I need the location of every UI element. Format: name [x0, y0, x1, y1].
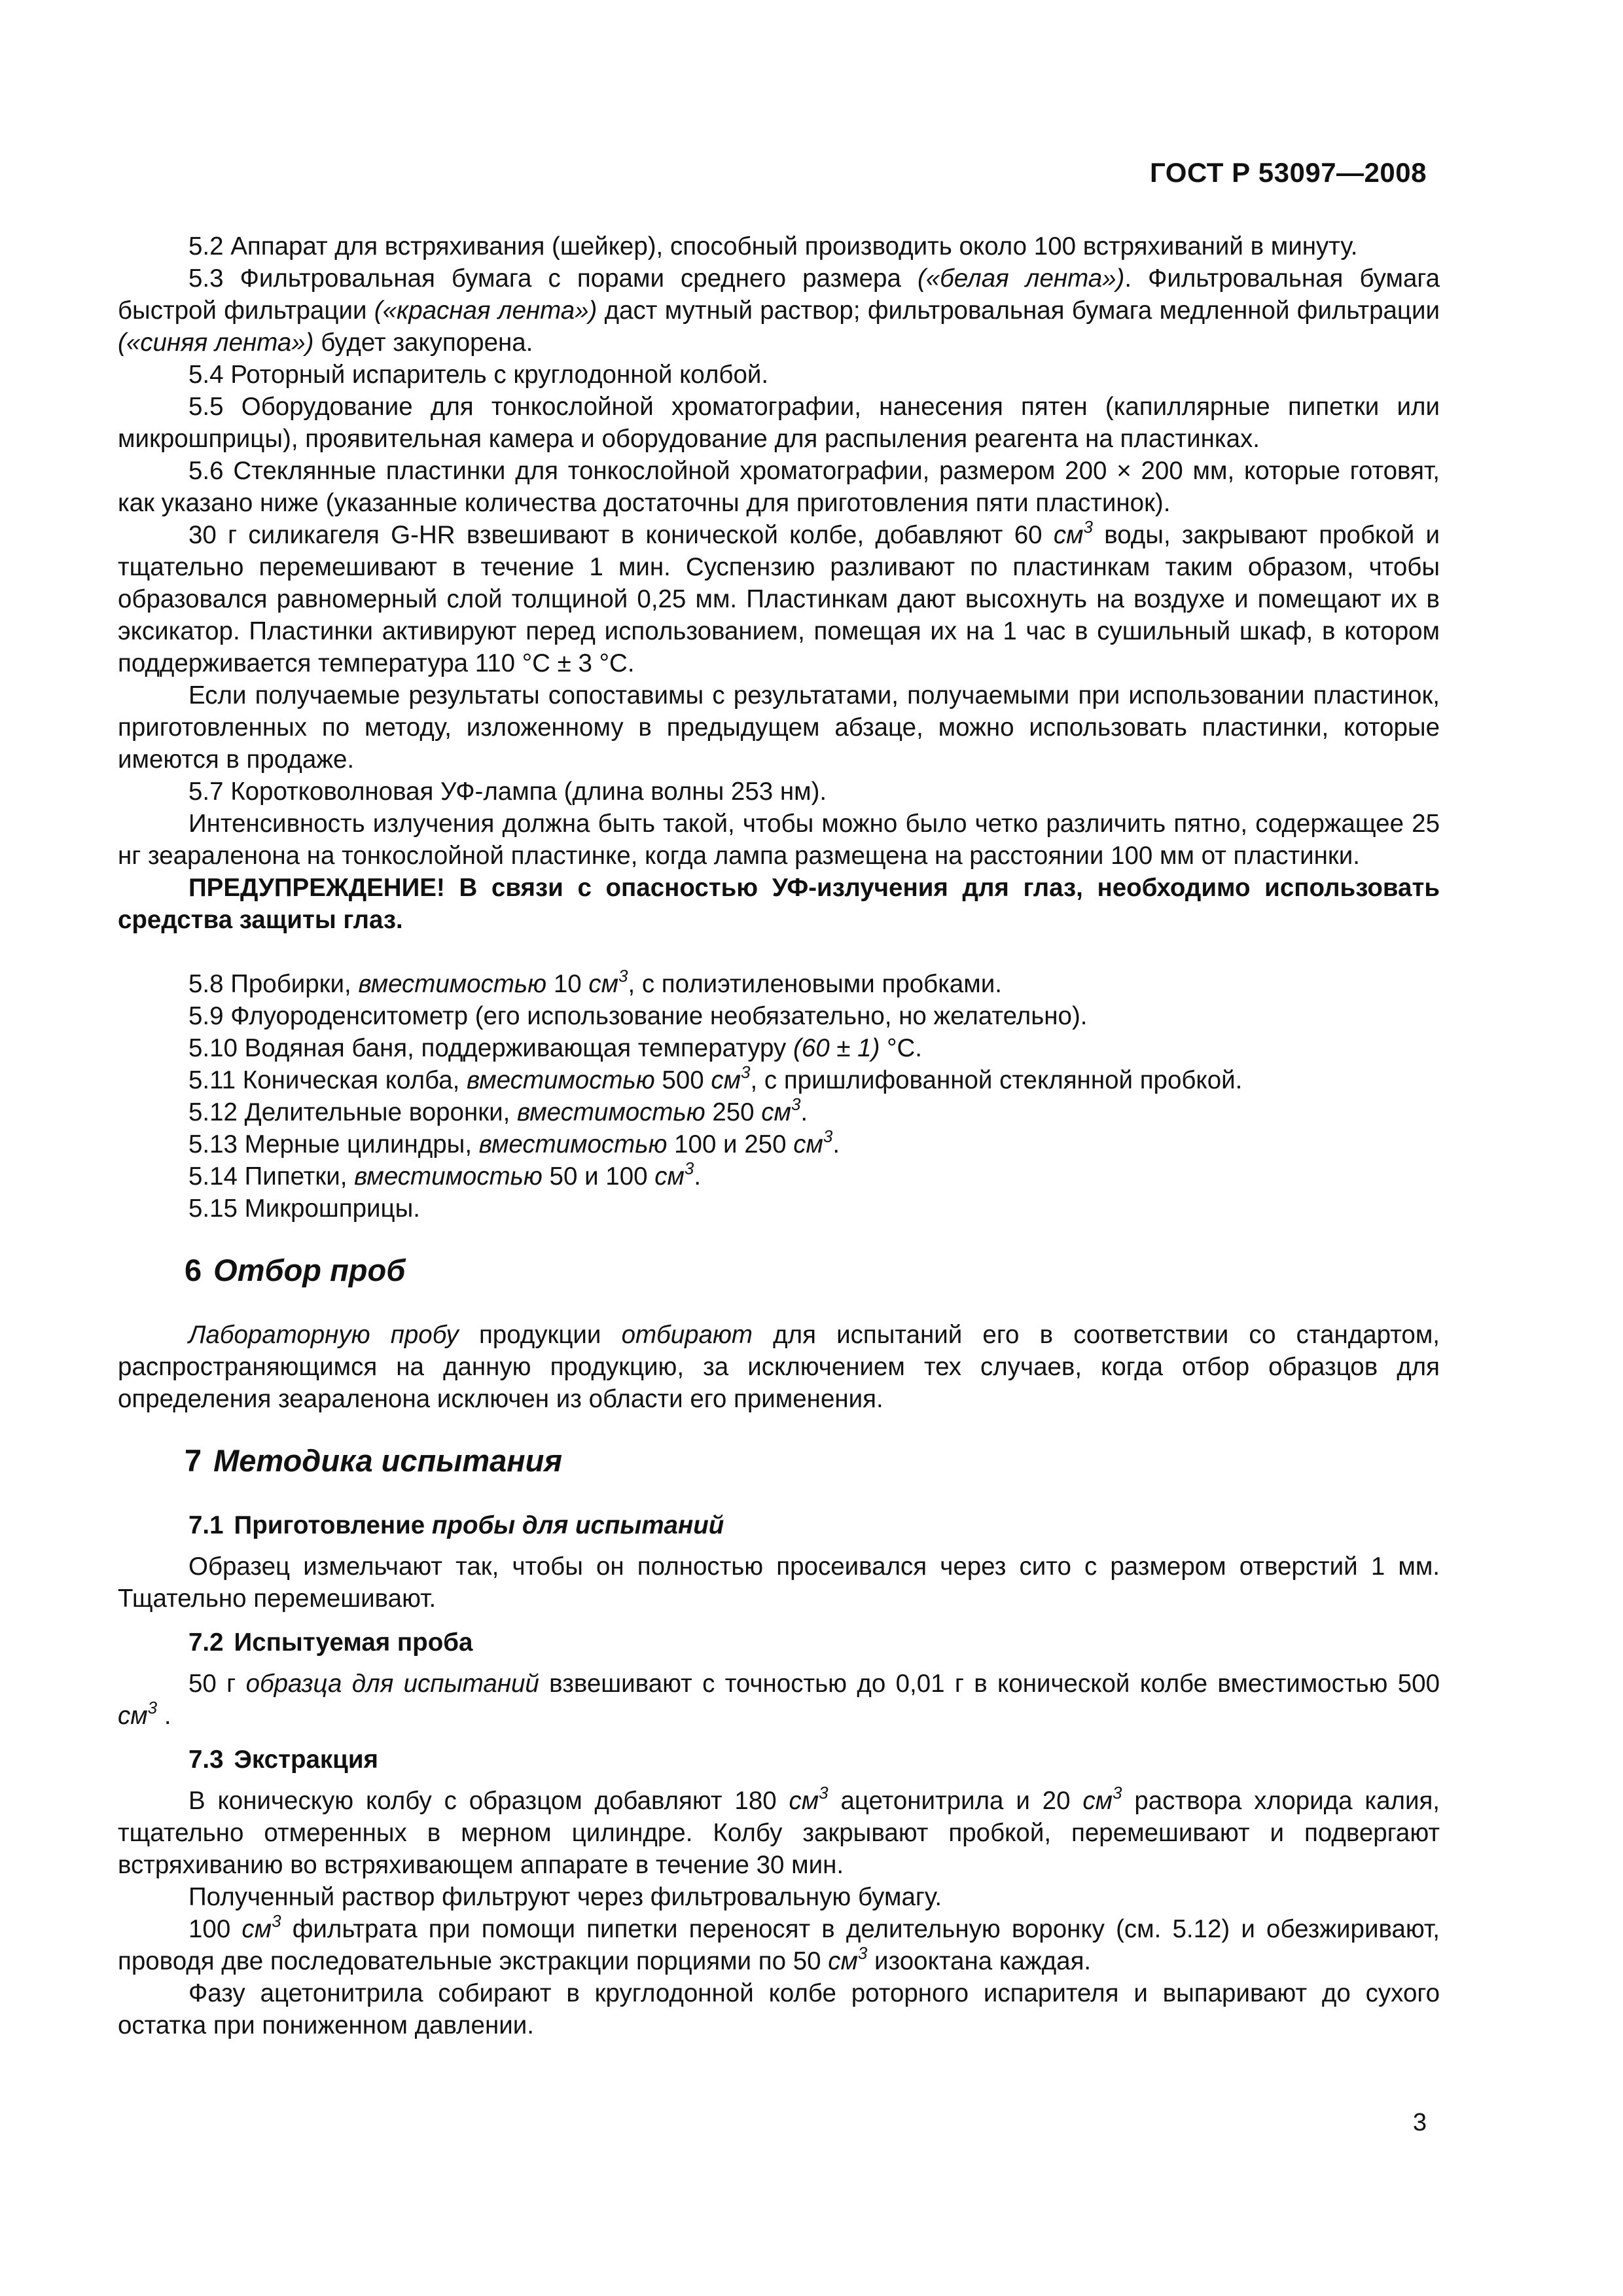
unit-exponent: 3	[1113, 1783, 1122, 1803]
subsection-title-italic: пробы для испытаний	[431, 1511, 724, 1539]
spacer	[118, 936, 1440, 968]
text-run: 100 и 250	[667, 1130, 794, 1158]
unit-exponent: 3	[618, 966, 628, 986]
subsection-number: 7.2	[188, 1628, 224, 1657]
text-run: 5.10 Водяная баня, поддерживающая температуру	[188, 1034, 793, 1062]
text-run-italic: образца для испытаний	[245, 1670, 539, 1698]
subsection-number: 7.1	[188, 1511, 224, 1539]
text-run-italic: («красная лента»)	[374, 296, 597, 325]
text-run: .	[694, 1162, 702, 1191]
unit-exponent: 3	[272, 1911, 281, 1931]
text-run: 500	[654, 1066, 711, 1094]
unit-exponent: 3	[819, 1783, 829, 1803]
text-run: , с пришлифованной стеклянной пробкой.	[750, 1066, 1243, 1094]
unit-label: см	[793, 1130, 823, 1158]
text-run: 5.13 Мерные цилиндры,	[188, 1130, 479, 1158]
text-run: 5.11 Коническая колба,	[188, 1066, 467, 1094]
paragraph-7-3-3	[118, 1913, 1440, 1977]
text-run: .	[832, 1130, 840, 1158]
standard-code-header: ГОСТ Р 53097—2008	[1150, 157, 1427, 188]
item-5-9: 5.9 Флуороденситометр (его использование необязательно, но желательно).	[188, 1002, 1088, 1030]
text-run: . Фильтровальная бумага быстрой фильтрации	[118, 264, 1440, 325]
text-run: .	[157, 1702, 171, 1730]
paragraph-5-6-commercial: Если получаемые результаты сопоставимы с результатами, получаемыми при использовании пластинок, приготовленных по методу, изложенному в предыдущем абзаце, можно использовать пластинки, которые имеются в продаже.	[118, 681, 1440, 774]
text-run: 5.14 Пипетки,	[188, 1162, 355, 1191]
paragraph-5-6: 5.6 Стеклянные пластинки для тонкослойной хроматографии, размером 200 × 200 мм, которые готовят, как указано ниже (указанные количества достаточны для приготовления пяти пластинок).	[118, 457, 1440, 517]
paragraph-7-3-1	[118, 1785, 1440, 1881]
paragraph-7-1: Образец измельчают так, чтобы он полностью просеивался через сито с размером отверстий 1 мм. Тщательно перемешивают.	[118, 1552, 1440, 1613]
text-run: 30 г силикагеля G-HR взвешивают в конической колбе, добавляют 60	[188, 521, 1054, 549]
unit-label: см	[711, 1066, 741, 1094]
paragraph-5-7: 5.7 Коротковолновая УФ-лампа (длина волны 253 нм).	[188, 778, 827, 806]
unit-label: см	[828, 1947, 858, 1975]
text-run-italic: вместимостью	[467, 1066, 655, 1094]
text-run-italic: («синяя лента»)	[118, 329, 314, 357]
subsection-7-3-heading	[118, 1744, 1440, 1776]
paragraph-7-3-4: Фазу ацетонитрила собирают в круглодонной колбе роторного испарителя и выпаривают до сухого остатка при пониженном давлении.	[118, 1979, 1440, 2039]
subsection-number: 7.3	[188, 1746, 224, 1774]
text-run: воды, закрывают пробкой и тщательно перемешивают в течение 1 мин. Суспензию разливают по пластинкам таким образом, чтобы образовался равномерный слой толщиной 0,25 мм. Пластинкам дают высохнуть на воздухе и помещают их в эксикатор. Пластинки активируют перед использованием, помещая их на 1 час в сушильный шкаф, в котором поддерживается температура 110 °С ± 3 °С.	[118, 521, 1440, 677]
unit-label: см	[654, 1162, 685, 1191]
text-run-italic: Лабораторную пробу	[188, 1321, 459, 1349]
text-run-italic: вместимостью	[478, 1130, 668, 1158]
subsection-7-1-heading	[118, 1509, 1440, 1541]
text-run-italic: отбирают	[621, 1321, 753, 1349]
text-run: фильтрата при помощи пипетки переносят в делительную воронку (см. 5.12) и обезжиривают, проводя две последовательные экстракции порциями по 50	[118, 1915, 1440, 1975]
item-5-8	[118, 968, 1440, 1000]
text-run-italic: вместимостью	[354, 1162, 543, 1191]
text-run: 5.12 Делительные воронки,	[188, 1098, 517, 1126]
section-title: Методика испытания	[213, 1443, 563, 1478]
item-5-13	[118, 1128, 1440, 1160]
subsection-title: Экстракция	[234, 1746, 378, 1774]
paragraph-5-6-preparation	[118, 519, 1440, 679]
text-run: ацетонитрила и 20	[828, 1787, 1083, 1815]
text-run: 50 и 100	[542, 1162, 655, 1191]
page-number: 3	[1412, 2109, 1427, 2136]
text-run: раствора хлорида калия, тщательно отмеренных в мерном цилиндре. Колбу закрывают пробкой, перемешивают и подвергают встряхиванию во встряхивающем аппарате в течение 30 мин.	[118, 1787, 1440, 1879]
section-6-heading	[118, 1252, 1440, 1289]
text-run: В коническую колбу с образцом добавляют 180	[188, 1787, 789, 1815]
unit-label: см	[588, 970, 618, 998]
section-7-heading	[118, 1443, 1440, 1479]
text-run-italic: вместимостью	[516, 1098, 705, 1126]
unit-label: см	[761, 1098, 791, 1126]
text-run: °С.	[880, 1034, 922, 1062]
unit-exponent: 3	[823, 1126, 833, 1147]
unit-label: см	[1053, 521, 1084, 549]
item-5-12	[118, 1096, 1440, 1128]
subsection-title: Испытуемая проба	[234, 1628, 473, 1657]
text-run-italic: (60 ± 1)	[793, 1034, 880, 1062]
text-run: 100	[188, 1915, 242, 1943]
paragraph-5-2: 5.2 Аппарат для встряхивания (шейкер), способный производить около 100 встряхиваний в минуту.	[188, 232, 1358, 260]
item-5-14	[118, 1160, 1440, 1193]
text-run: , с полиэтиленовыми пробками.	[628, 970, 1002, 998]
text-run: 250	[705, 1098, 762, 1126]
text-run: продукции	[458, 1321, 622, 1349]
unit-exponent: 3	[684, 1158, 694, 1179]
text-run-italic: вместимостью	[358, 970, 547, 998]
text-run: 5.3 Фильтровальная бумага с порами среднего размера	[188, 264, 918, 293]
section-number: 6	[185, 1253, 202, 1287]
item-5-11	[118, 1064, 1440, 1096]
paragraph-5-7-intensity: Интенсивность излучения должна быть такой, чтобы можно было четко различить пятно, содержащее 25 нг зеараленона на тонкослойной пластинке, когда лампа размещена на расстоянии 100 мм от пластинки.	[118, 810, 1440, 870]
paragraph-7-2	[118, 1668, 1440, 1732]
text-run-italic: («белая лента»)	[917, 264, 1125, 293]
text-run: .	[800, 1098, 808, 1126]
unit-label: см	[1082, 1787, 1113, 1815]
uv-warning: ПРЕДУПРЕЖДЕНИЕ! В связи с опасностью УФ-излучения для глаз, необходимо использовать средства защиты глаз.	[118, 874, 1440, 934]
unit-label: см	[241, 1915, 272, 1943]
unit-label: см	[789, 1787, 819, 1815]
unit-exponent: 3	[147, 1698, 158, 1718]
text-run: будет закупорена.	[313, 329, 533, 357]
item-5-10	[118, 1032, 1440, 1064]
unit-exponent: 3	[857, 1943, 868, 1964]
section-6-paragraph	[118, 1319, 1440, 1415]
text-run: для испытаний его в соответствии со стандартом, распространяющимся на данную продукцию, за исключением тех случаев, когда отбор образцов для определения зеараленона исключен из области его применения.	[118, 1321, 1440, 1413]
paragraph-7-3-2: Полученный раствор фильтруют через фильтровальную бумагу.	[188, 1883, 942, 1911]
paragraph-5-3	[118, 262, 1440, 359]
text-run: изооктана каждая.	[867, 1947, 1092, 1975]
section-number: 7	[185, 1443, 202, 1478]
unit-exponent: 3	[791, 1094, 801, 1115]
text-run: взвешивают с точностью до 0,01 г в конической колбе вместимостью 500	[539, 1670, 1440, 1698]
unit-label: см	[118, 1702, 148, 1730]
text-run: 50 г	[188, 1670, 246, 1698]
item-5-15: 5.15 Микрошприцы.	[188, 1194, 420, 1223]
paragraph-5-5: 5.5 Оборудование для тонкослойной хроматографии, нанесения пятен (капиллярные пипетки или микрошприцы), проявительная камера и оборудование для распыления реагента на пластинках.	[118, 393, 1440, 453]
document-body	[118, 230, 1440, 2041]
text-run: 10	[546, 970, 589, 998]
subsection-title: Приготовление	[234, 1511, 432, 1539]
unit-exponent: 3	[1083, 517, 1093, 537]
section-title: Отбор проб	[213, 1253, 406, 1287]
text-run: даст мутный раствор; фильтровальная бумага медленной фильтрации	[597, 296, 1440, 325]
unit-exponent: 3	[741, 1062, 751, 1083]
subsection-7-2-heading	[118, 1626, 1440, 1659]
text-run: 5.8 Пробирки,	[188, 970, 359, 998]
paragraph-5-4: 5.4 Роторный испаритель с круглодонной колбой.	[188, 361, 769, 389]
